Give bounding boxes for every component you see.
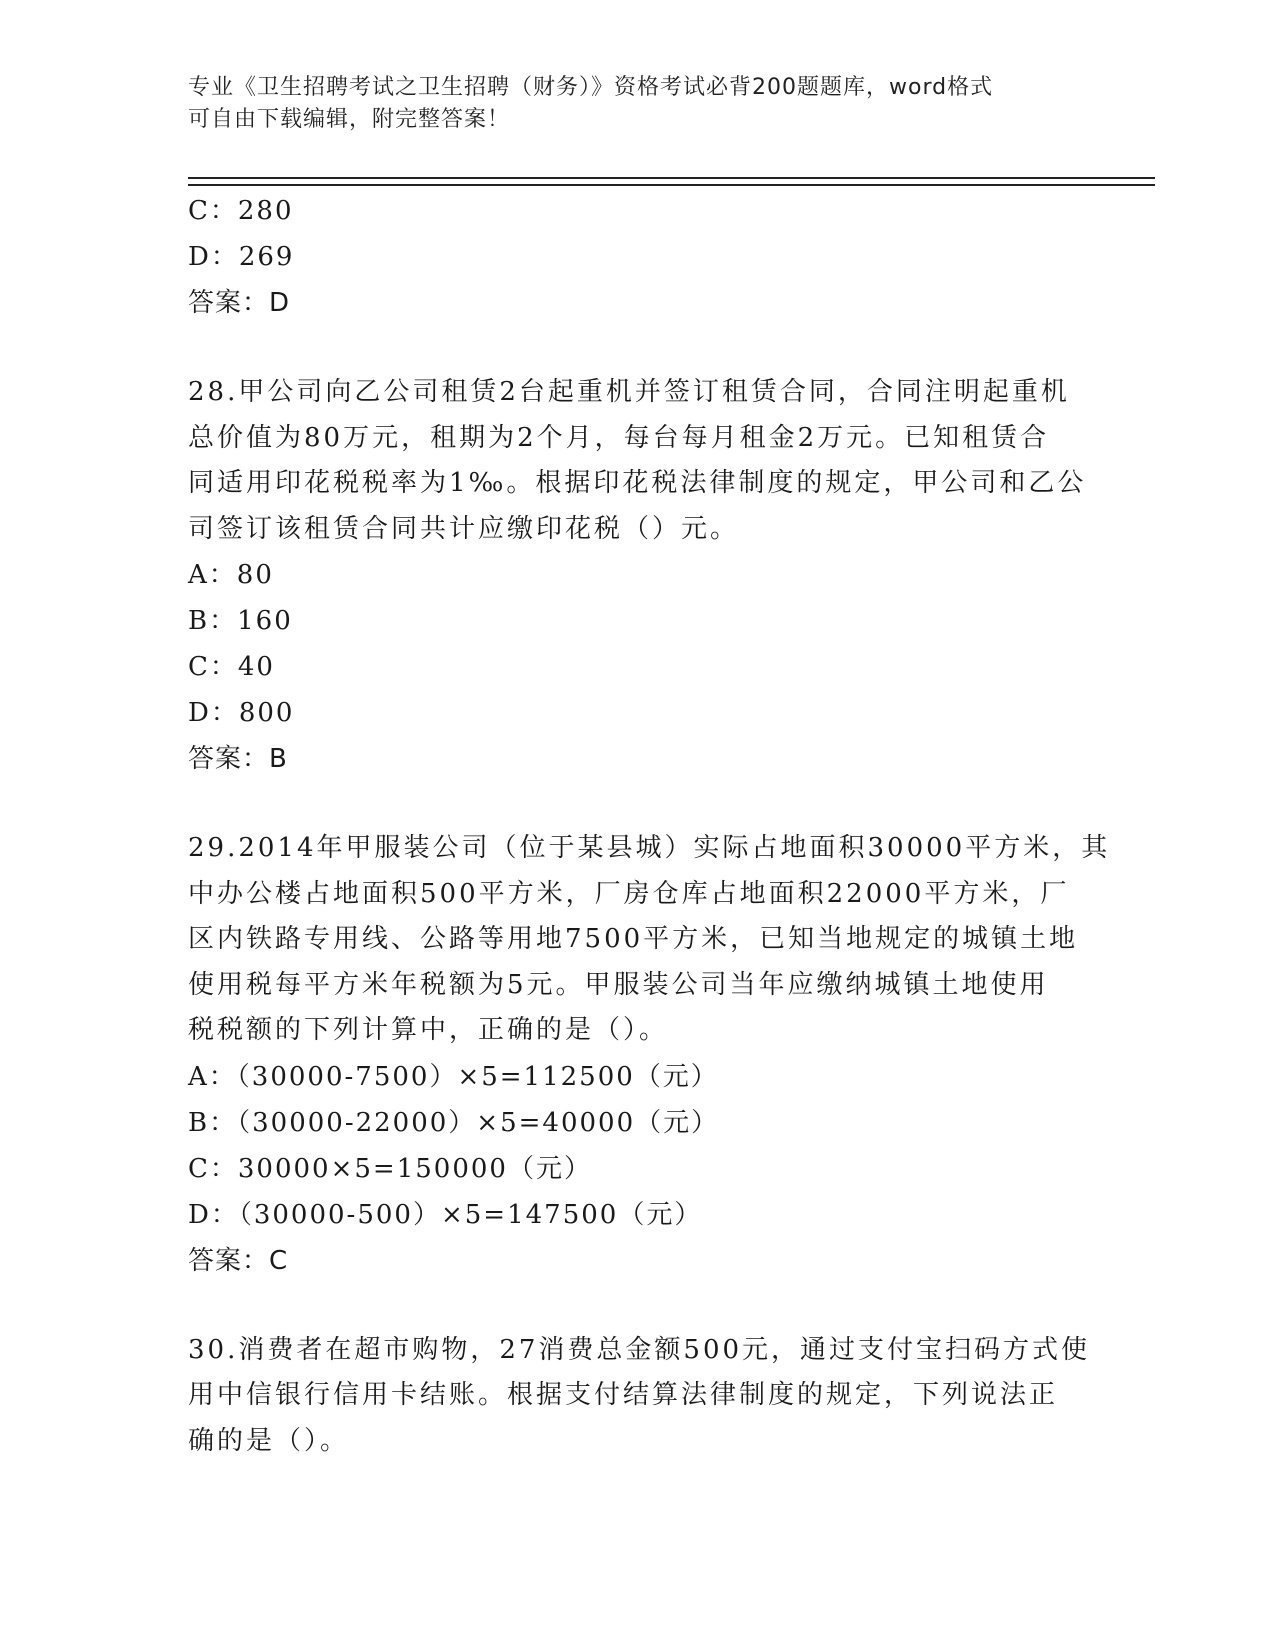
question-30 [188, 1328, 1091, 1465]
option-d: D：269 [188, 242, 295, 272]
question-text [188, 826, 1111, 1054]
question-text-line: 30.消费者在超市购物，27消费总金额500元，通过支付宝扫码方式使 [188, 1334, 1091, 1365]
option-b: B：160 [188, 606, 293, 636]
page-header [188, 72, 1088, 136]
question-text-line: 税税额的下列计算中，正确的是（）。 [188, 1015, 669, 1045]
header-line-2: 可自由下载编辑，附完整答案！ [188, 107, 511, 132]
answer-line: 答案：D [188, 288, 291, 318]
question-text-line: 司签订该租赁合同共计应缴印花税（）元。 [188, 513, 740, 544]
option-d: D：800 [188, 698, 295, 728]
header-rule-top [188, 177, 1155, 179]
question-text-line: 28.甲公司向乙公司租赁2台起重机并签订租赁合同，合同注明起重机 [188, 377, 1070, 407]
spacer [188, 326, 1088, 370]
question-text-line: 同适用印花税税率为1‰。根据印花税法律制度的规定，甲公司和乙公 [188, 468, 1087, 498]
option-c: C：280 [188, 196, 294, 226]
question-text-line: 总价值为80万元，租期为2个月，每台每月租金2万元。已知租赁合 [188, 422, 1050, 453]
question-text-line: 确的是（）。 [188, 1425, 350, 1456]
question-text-line: 29.2014年甲服装公司（位于某县城）实际占地面积30000平方米，其 [188, 833, 1111, 863]
header-rule-bottom [188, 184, 1155, 186]
question-text-line: 用中信银行信用卡结账。根据支付结算法律制度的规定，下列说法正 [188, 1380, 1059, 1410]
option-c: C：30000×5=150000（元） [188, 1153, 592, 1184]
question-text [188, 370, 1088, 552]
question-text-line: 使用税每平方米年税额为5元。甲服装公司当年应缴纳城镇土地使用 [188, 969, 1049, 1000]
answer-line: 答案：C [188, 1245, 289, 1276]
question-29 [188, 826, 1111, 1284]
spacer [188, 782, 1088, 826]
spacer [188, 1284, 1088, 1328]
option-c: C：40 [188, 652, 275, 682]
question-text-line: 区内铁路专用线、公路等用地7500平方米，已知当地规定的城镇土地 [188, 924, 1079, 954]
option-a: A：（30000-7500）×5=112500（元） [188, 1061, 719, 1092]
question-28 [188, 370, 1088, 782]
option-b: B：（30000-22000）×5=40000（元） [188, 1107, 720, 1138]
document-body [188, 188, 1111, 1464]
option-d: D：（30000-500）×5=147500（元） [188, 1199, 703, 1230]
answer-line: 答案：B [188, 744, 288, 774]
header-line-1: 专业《卫生招聘考试之卫生招聘（财务）》资格考试必背200题题库，word格式 [188, 75, 994, 100]
question-text-line: 中办公楼占地面积500平方米，厂房仓库占地面积22000平方米，厂 [188, 878, 1070, 909]
previous-question-tail [188, 188, 1088, 326]
option-a: A：80 [188, 560, 274, 590]
question-text [188, 1328, 1091, 1465]
